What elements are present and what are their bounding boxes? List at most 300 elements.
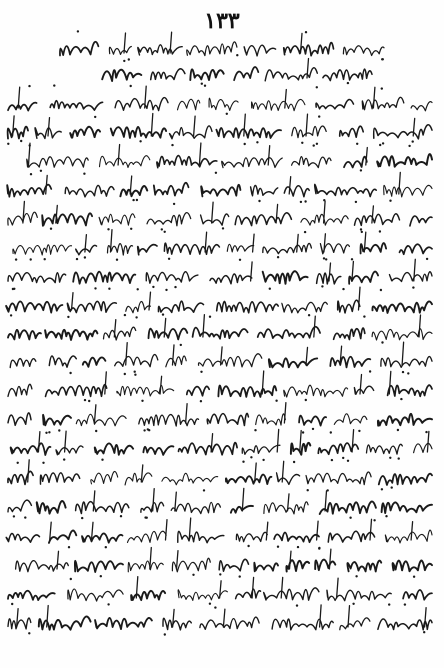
handwriting-stroke	[13, 245, 72, 255]
handwriting-dot	[10, 314, 12, 316]
handwriting-dot	[318, 115, 320, 117]
handwriting-stroke	[370, 519, 372, 540]
handwriting-stroke	[48, 118, 50, 136]
handwriting-dot	[77, 30, 79, 32]
handwriting-dot	[139, 140, 141, 142]
handwriting-stroke	[382, 502, 432, 513]
handwriting-stroke	[149, 329, 188, 340]
handwriting-stroke	[13, 116, 15, 136]
handwriting-dot	[381, 488, 383, 490]
handwriting-stroke	[56, 446, 83, 455]
handwriting-dot	[381, 87, 383, 89]
handwriting-stroke	[28, 460, 30, 482]
handwriting-stroke	[384, 185, 432, 197]
handwriting-stroke	[218, 386, 276, 397]
handwriting-stroke	[220, 581, 222, 598]
handwriting-stroke	[68, 589, 123, 601]
handwriting-stroke	[73, 272, 135, 284]
manuscript-line	[8, 458, 432, 488]
handwriting-dot	[397, 429, 399, 431]
handwriting-stroke	[292, 126, 326, 138]
handwriting-stroke	[205, 232, 207, 252]
handwriting-dot	[7, 143, 9, 145]
handwriting-dot	[323, 257, 325, 259]
handwriting-stroke	[277, 429, 279, 452]
handwriting-stroke	[393, 561, 432, 572]
handwriting-stroke	[242, 445, 280, 454]
handwriting-stroke	[193, 328, 248, 339]
handwriting-stroke	[344, 157, 367, 168]
handwriting-dot	[412, 140, 414, 142]
manuscript-line	[6, 286, 432, 319]
handwriting-dot	[69, 372, 71, 374]
handwriting-dot	[355, 575, 357, 577]
handwriting-dot	[262, 459, 264, 461]
handwriting-stroke	[117, 385, 174, 396]
handwriting-dot	[12, 288, 14, 290]
handwriting-dot	[388, 603, 390, 605]
handwriting-dot	[323, 199, 325, 201]
handwriting-dot	[171, 144, 173, 146]
manuscript-line	[8, 313, 432, 340]
handwriting-stroke	[374, 125, 432, 139]
handwriting-dot	[275, 400, 277, 402]
handwriting-stroke	[301, 33, 303, 53]
handwriting-stroke	[23, 201, 25, 223]
page-number: ١٣٣	[204, 8, 240, 34]
handwriting-stroke	[8, 500, 31, 512]
handwriting-stroke	[242, 488, 244, 511]
handwriting-dot	[404, 603, 406, 605]
handwriting-dot	[327, 489, 329, 491]
handwriting-dot	[128, 58, 130, 60]
handwriting-stroke	[216, 128, 281, 138]
handwriting-stroke	[149, 292, 151, 310]
handwriting-dot	[379, 230, 381, 232]
handwriting-dot	[325, 258, 327, 260]
handwriting-stroke	[8, 591, 55, 600]
handwriting-dot	[11, 603, 13, 605]
handwriting-stroke	[147, 213, 191, 226]
handwriting-dot	[107, 603, 109, 605]
handwriting-dot	[305, 399, 307, 401]
handwriting-stroke	[378, 414, 432, 426]
handwriting-stroke	[76, 245, 97, 254]
handwriting-stroke	[163, 618, 191, 630]
handwriting-dot	[58, 429, 60, 431]
handwriting-dot	[385, 515, 387, 517]
handwriting-stroke	[151, 114, 153, 137]
handwriting-stroke	[411, 102, 432, 111]
handwriting-stroke	[292, 157, 331, 168]
handwriting-dot	[63, 458, 65, 460]
handwriting-stroke	[379, 474, 432, 485]
handwriting-dot	[95, 430, 97, 432]
handwriting-dot	[360, 228, 362, 230]
handwriting-stroke	[10, 359, 36, 368]
handwriting-stroke	[268, 146, 270, 165]
handwriting-dot	[116, 259, 118, 261]
handwriting-dot	[100, 575, 102, 577]
handwriting-dot	[301, 142, 303, 144]
handwriting-dot	[168, 258, 170, 260]
handwriting-dot	[318, 547, 320, 549]
handwriting-dot	[296, 604, 298, 606]
handwriting-dot	[304, 231, 306, 233]
handwriting-stroke	[139, 415, 199, 426]
handwriting-stroke	[67, 301, 116, 312]
handwriting-dot	[28, 85, 30, 87]
handwriting-stroke	[337, 578, 339, 598]
handwriting-stroke	[8, 471, 33, 484]
handwriting-stroke	[372, 329, 432, 340]
handwriting-dot	[316, 86, 318, 88]
handwriting-dot	[192, 574, 194, 576]
handwriting-stroke	[75, 561, 123, 572]
handwriting-dot	[147, 428, 149, 430]
handwriting-stroke	[340, 618, 370, 630]
handwriting-stroke	[154, 183, 189, 196]
handwriting-dot	[204, 85, 206, 87]
handwriting-dot	[13, 515, 15, 517]
handwriting-dot	[351, 258, 353, 260]
manuscript-line	[8, 370, 432, 402]
handwriting-stroke	[146, 272, 198, 283]
handwriting-dot	[358, 430, 360, 432]
handwriting-stroke	[252, 99, 305, 110]
handwriting-dot	[162, 313, 164, 315]
handwriting-stroke	[138, 245, 157, 255]
handwriting-stroke	[300, 431, 302, 453]
handwriting-stroke	[222, 158, 282, 168]
handwriting-dot	[373, 519, 375, 521]
handwriting-stroke	[306, 472, 371, 485]
handwriting-stroke	[105, 372, 107, 394]
handwriting-dot	[30, 258, 32, 260]
handwriting-stroke	[381, 357, 432, 368]
handwriting-dot	[226, 113, 228, 115]
handwriting-stroke	[362, 97, 403, 109]
handwriting-stroke	[263, 271, 308, 284]
handwriting-stroke	[194, 116, 196, 136]
handwriting-dot	[200, 400, 202, 402]
handwriting-stroke	[172, 558, 210, 572]
handwriting-dot	[312, 428, 314, 430]
handwriting-stroke	[400, 244, 433, 254]
handwriting-dot	[143, 429, 145, 431]
handwriting-dot	[277, 256, 279, 258]
handwriting-dot	[173, 203, 175, 205]
handwriting-stroke	[285, 90, 287, 109]
handwriting-stroke	[264, 588, 319, 600]
handwriting-dot	[124, 373, 126, 375]
handwriting-dot	[412, 286, 414, 288]
handwriting-dot	[316, 143, 318, 145]
handwriting-stroke	[178, 99, 200, 109]
handwriting-dot	[84, 256, 86, 258]
handwriting-stroke	[329, 263, 331, 281]
handwriting-stroke	[143, 446, 173, 455]
handwriting-dot	[363, 315, 365, 317]
handwriting-dot	[382, 142, 384, 144]
handwriting-stroke	[411, 522, 413, 540]
handwriting-dot	[400, 398, 402, 400]
handwriting-stroke	[201, 185, 240, 197]
handwriting-dot	[144, 516, 146, 518]
handwriting-stroke	[153, 489, 155, 511]
handwriting-stroke	[314, 316, 316, 337]
handwriting-stroke	[65, 431, 67, 452]
handwriting-dot	[94, 287, 96, 289]
handwriting-stroke	[6, 533, 39, 542]
handwriting-dot	[402, 371, 404, 373]
handwriting-dot	[134, 371, 136, 373]
handwriting-stroke	[124, 33, 126, 53]
handwriting-stroke	[317, 521, 319, 540]
handwriting-stroke	[83, 357, 106, 366]
handwriting-stroke	[328, 531, 374, 542]
handwriting-dot	[277, 546, 279, 548]
handwriting-dot	[209, 316, 211, 318]
handwriting-stroke	[276, 204, 278, 223]
handwriting-stroke	[324, 234, 326, 252]
handwriting-dot	[389, 200, 391, 202]
handwriting-stroke	[263, 243, 312, 253]
handwriting-dot	[136, 199, 138, 201]
handwriting-dot	[239, 259, 241, 261]
handwriting-stroke	[388, 385, 432, 396]
handwriting-stroke	[40, 473, 79, 484]
handwriting-stroke	[6, 301, 62, 312]
handwriting-stroke	[290, 551, 292, 569]
handwriting-stroke	[115, 98, 168, 111]
handwriting-stroke	[349, 272, 378, 284]
handwriting-stroke	[347, 561, 381, 572]
manuscript-line	[8, 199, 432, 231]
handwriting-dot	[84, 399, 86, 401]
handwriting-stroke	[203, 315, 205, 337]
handwriting-dot	[130, 228, 132, 230]
handwriting-dot	[219, 573, 221, 575]
handwriting-stroke	[277, 473, 300, 485]
handwriting-stroke	[65, 185, 114, 196]
manuscript-line	[10, 341, 432, 374]
handwriting-stroke	[190, 69, 223, 80]
handwriting-dot	[44, 258, 46, 260]
manuscript-line	[8, 488, 432, 519]
manuscript-line	[13, 230, 432, 261]
handwriting-dot	[300, 201, 302, 203]
handwriting-stroke	[162, 473, 218, 484]
handwriting-stroke	[334, 414, 367, 425]
handwriting-stroke	[76, 414, 126, 425]
handwriting-dot	[42, 462, 44, 464]
handwriting-dot	[256, 141, 258, 143]
handwriting-dot	[330, 431, 332, 433]
handwriting-stroke	[126, 302, 151, 313]
handwriting-dot	[304, 200, 306, 202]
handwriting-dot	[308, 314, 310, 316]
handwriting-stroke	[377, 154, 432, 167]
handwriting-stroke	[164, 243, 219, 254]
handwriting-dot	[132, 199, 134, 201]
handwriting-stroke	[115, 355, 158, 367]
handwriting-dot	[203, 489, 205, 491]
handwriting-stroke	[160, 376, 162, 394]
handwriting-stroke	[109, 47, 131, 55]
handwriting-dot	[381, 58, 383, 60]
handwriting-stroke	[414, 443, 432, 452]
manuscript-line	[102, 54, 372, 87]
handwriting-dot	[30, 173, 32, 175]
handwriting-stroke	[27, 157, 88, 167]
handwriting-dot	[254, 429, 256, 431]
handwriting-stroke	[212, 202, 214, 223]
manuscript-line	[8, 84, 432, 115]
manuscript-line	[27, 142, 432, 174]
handwriting-dot	[398, 457, 400, 459]
handwriting-dot	[101, 459, 103, 461]
handwriting-dot	[342, 457, 344, 459]
handwriting-stroke	[50, 101, 102, 110]
handwriting-dot	[269, 288, 271, 290]
handwriting-stroke	[46, 175, 48, 194]
handwriting-stroke	[95, 443, 133, 454]
handwriting-dot	[180, 344, 182, 346]
handwriting-stroke	[316, 99, 354, 108]
handwriting-stroke	[171, 502, 220, 513]
handwriting-stroke	[385, 530, 432, 543]
handwriting-dot	[45, 432, 47, 434]
handwriting-stroke	[45, 330, 97, 340]
handwriting-stroke	[282, 302, 327, 313]
handwriting-stroke	[10, 443, 50, 455]
handwriting-dot	[70, 578, 72, 580]
handwriting-stroke	[175, 492, 177, 511]
handwriting-stroke	[330, 357, 370, 368]
handwriting-dot	[425, 431, 427, 433]
handwriting-stroke	[253, 234, 255, 252]
handwriting-stroke	[100, 156, 150, 168]
handwriting-stroke	[82, 533, 122, 542]
handwriting-stroke	[264, 502, 308, 514]
handwriting-stroke	[419, 315, 421, 337]
handwriting-stroke	[306, 347, 308, 365]
handwriting-stroke	[355, 214, 400, 226]
handwriting-stroke	[7, 185, 51, 197]
handwriting-stroke	[200, 617, 259, 629]
handwriting-stroke	[217, 301, 279, 312]
handwriting-stroke	[209, 98, 238, 110]
handwriting-stroke	[49, 356, 76, 367]
handwriting-stroke	[354, 386, 373, 394]
handwriting-stroke	[329, 549, 331, 569]
handwriting-stroke	[340, 126, 364, 137]
handwriting-stroke	[16, 561, 69, 572]
handwriting-stroke	[360, 375, 362, 395]
handwriting-dot	[40, 170, 42, 172]
handwriting-dot	[68, 546, 70, 548]
handwriting-stroke	[284, 186, 309, 197]
handwriting-dot	[352, 603, 354, 605]
handwriting-dot	[15, 258, 17, 260]
handwriting-stroke	[254, 563, 278, 572]
handwriting-dot	[165, 289, 167, 291]
manuscript-line	[7, 114, 432, 146]
handwriting-stroke	[315, 184, 376, 196]
handwriting-dot	[201, 83, 203, 85]
handwriting-stroke	[95, 618, 152, 629]
manuscript-line	[7, 172, 432, 203]
handwriting-dot	[88, 400, 90, 402]
handwriting-dot	[407, 372, 409, 374]
handwriting-stroke	[120, 186, 147, 196]
handwriting-dot	[108, 288, 110, 290]
handwriting-dot	[413, 576, 415, 578]
handwriting-dot	[331, 459, 333, 461]
handwriting-dot	[347, 460, 349, 462]
handwriting-stroke	[414, 259, 416, 281]
handwriting-dot	[355, 201, 357, 203]
handwriting-stroke	[315, 560, 335, 570]
handwriting-dot	[305, 31, 307, 33]
handwriting-stroke	[244, 45, 275, 56]
handwriting-stroke	[157, 156, 217, 168]
handwriting-stroke	[299, 416, 326, 426]
handwriting-stroke	[226, 475, 271, 484]
handwriting-dot	[53, 84, 55, 86]
handwriting-dot	[48, 431, 50, 433]
handwriting-stroke	[38, 432, 40, 452]
handwriting-dot	[137, 288, 139, 290]
handwriting-stroke	[46, 385, 107, 397]
handwriting-stroke	[187, 42, 237, 56]
handwriting-stroke	[8, 413, 31, 425]
handwriting-dot	[423, 631, 425, 633]
handwriting-dot	[369, 370, 371, 372]
handwriting-dot	[242, 461, 244, 463]
handwriting-stroke	[94, 405, 96, 423]
handwriting-stroke	[372, 301, 432, 312]
handwriting-dot	[307, 489, 309, 491]
handwriting-dot	[313, 144, 315, 146]
handwriting-dot	[342, 288, 344, 290]
handwriting-stroke	[158, 301, 203, 312]
handwriting-stroke	[234, 67, 258, 80]
manuscript-line	[8, 258, 432, 290]
handwriting-stroke	[378, 619, 432, 630]
handwriting-dot	[164, 633, 166, 635]
handwriting-dot	[215, 172, 217, 174]
handwriting-dot	[28, 632, 30, 634]
handwriting-stroke	[118, 145, 120, 166]
handwriting-dot	[209, 603, 211, 605]
handwriting-stroke	[114, 320, 116, 337]
handwriting-dot	[408, 145, 410, 147]
handwriting-stroke	[235, 213, 291, 226]
handwriting-stroke	[281, 577, 283, 598]
handwriting-stroke	[389, 272, 432, 282]
handwriting-dot	[381, 341, 383, 343]
handwriting-stroke	[8, 127, 28, 139]
handwriting-stroke	[125, 473, 152, 485]
handwriting-stroke	[373, 87, 375, 108]
handwriting-stroke	[151, 69, 185, 80]
handwriting-stroke	[334, 328, 365, 339]
handwriting-dot	[130, 85, 132, 87]
handwriting-stroke	[244, 114, 246, 136]
handwriting-stroke	[210, 274, 252, 284]
